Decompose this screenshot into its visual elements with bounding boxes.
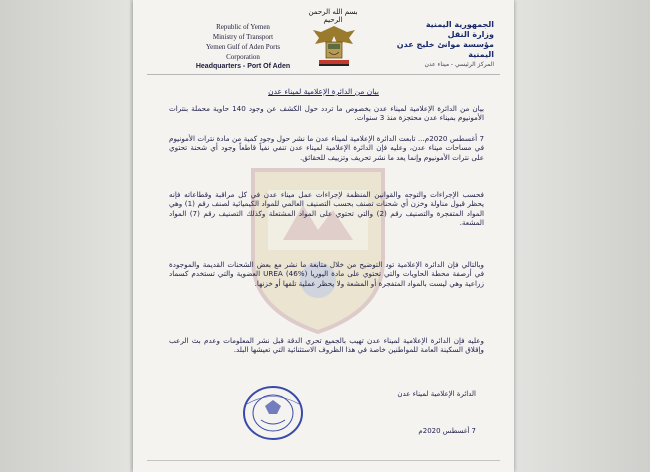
paragraph-intro: بيان من الدائرة الإعلامية لميناء عدن بخصوص ما تردد حول الكشف عن وجود 140 حاوية محملة بنترات الأمونيوم بميناء عدن محتجزة منذ 3 سنوات. (169, 104, 484, 123)
english-letterhead (193, 22, 293, 72)
paragraph-clarification: وبالتالي فإن الدائرة الإعلامية تود التوضيح من خلال متابعة ما نشر مع بعض الشحنات القديمة والموجودة في أرصفة محطة الحاويات والتي تحتوي على مادة اليوريا UREA (46%) العضوية والتي تستخدم كسماد زراعية وهي ليست بالمواد المتفجرة أو المشعة ولا يحظر عملية تلفها أو خزنها. (169, 260, 485, 288)
port-logo-watermark-icon (243, 150, 393, 335)
signature-department: الدائرة الإعلامية لميناء عدن (397, 390, 476, 398)
letterhead-ar-corporation: مؤسسة موانئ خليج عدن اليمنية (396, 40, 494, 59)
letterhead-en-republic: Republic of Yemen (216, 23, 270, 31)
arabic-letterhead (384, 20, 494, 70)
basmala-text: بسم الله الرحمن الرحيم (308, 8, 358, 24)
letterhead-ar-ministry: وزارة النقل (447, 30, 494, 39)
letterhead-en-headquarters: Headquarters - Port Of Aden (195, 63, 291, 70)
official-stamp-icon (241, 384, 305, 442)
yemen-emblem-icon (309, 22, 359, 68)
statement-title: بيان من الدائرة الإعلامية لميناء عدن (268, 87, 379, 96)
header-divider (147, 74, 500, 75)
letterhead-ar-headquarters: المركز الرئيسي - ميناء عدن (424, 61, 494, 68)
paragraph-regulations: فحسب الإجراءات والتوجه والقوانين المنظمة لإجراءات عمل ميناء عدن في كل مراقبة وقطاعاته فإنه يحظر قبول مناولة وخزن أي شحنات تصنف بحسب التصنيف العالمي للمواد الكيميائية لصنف رقم (1) وهي المواد المتفجرة والتصنيف رقم (2) والتي تحتوي على المواد المشتعلة وكذلك التصنيف رقم (7) المواد المشعة. (169, 190, 485, 228)
right-background-frame (514, 0, 650, 472)
signature-date: 7 أغسطس 2020م (418, 427, 476, 435)
letter-page (133, 0, 514, 472)
letterhead-en-ministry: Ministry of Transport (212, 33, 274, 41)
paragraph-denial: 7 أغسطس 2020م... تابعت الدائرة الإعلامية لميناء عدن ما نشر حول وجود كمية من مادة نترات الأمونيوم في مساحات ميناء عدن، وعليه فإن الدائرة الإعلامية لميناء عدن تنفي نفياً قاطعاً وجود أي شحنة تحتوي على نترات الأمونيوم وإنما يعد ما نشر تحريف وتزييف للحقائق. (169, 134, 485, 162)
footer-divider (147, 460, 500, 461)
paragraph-appeal: وعليه فإن الدائرة الإعلامية لميناء عدن تهيب بالجميع تحري الدقة قبل نشر المعلومات وعدم بث الرعب وإقلاق السكينة العامة للمواطنين خاصة في هذا الظروف الاستثنائية التي تعيشها البلد. (169, 336, 484, 355)
letterhead-en-corporation: Yemen Gulf of Aden Ports Corporation (205, 43, 281, 61)
letterhead-ar-republic: الجمهورية اليمنية (425, 20, 494, 29)
left-background-frame (0, 0, 130, 472)
